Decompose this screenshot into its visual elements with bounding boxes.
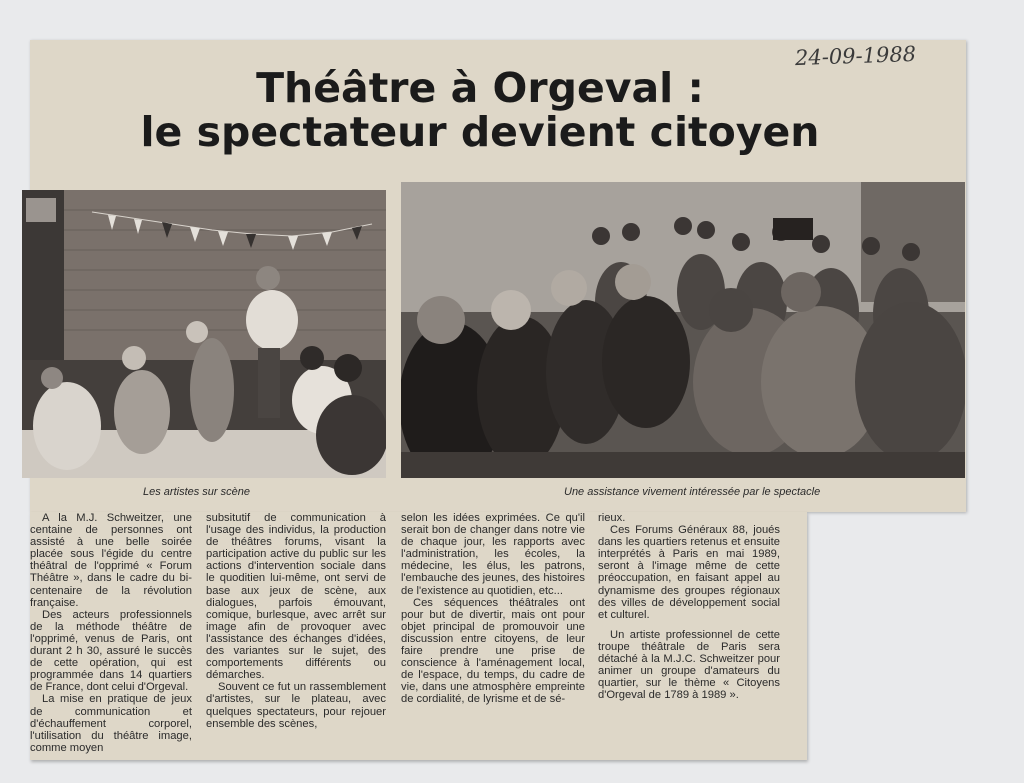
- paragraph: Des acteurs professionnels de la méthode théâtre de l'opprimé, venus de Paris, ont durant 2 h 30, assuré le succès de cette opération, qui est programmée dans 14 quartiers de France, dont celui d'Orgeval.: [30, 608, 192, 694]
- headline-line-1: Théâtre à Orgeval :: [256, 64, 704, 112]
- caption-left: Les artistes sur scène: [143, 486, 250, 498]
- stage-photo: [22, 190, 386, 478]
- article-column-1: [30, 512, 192, 754]
- paragraph: A la M.J. Schweitzer, une centaine de personnes ont assisté à une belle soirée placée sous l'égide du centre théâtral de l'opprimé « Forum Théâtre », dans le cadre du bi-centenaire de la révolution française.: [30, 512, 192, 609]
- headline-line-2: le spectateur devient citoyen: [140, 108, 820, 157]
- article-column-4: [598, 512, 780, 701]
- paragraph: Souvent ce fut un rassemblement d'artistes, sur le plateau, avec quelques spectateurs, pour rejouer ensemble des scènes,: [206, 681, 386, 730]
- headline: [60, 66, 900, 155]
- paragraph: Un artiste professionnel de cette troupe théâtrale de Paris sera détaché à la M.J.C. Schweitzer pour animer un groupe d'amateurs du quartier, sur le thème « Citoyens d'Orgeval de 1789 à 1989 ».: [598, 628, 780, 702]
- article-column-2: [206, 512, 386, 730]
- caption-right: Une assistance vivement intéressée par le spectacle: [564, 486, 821, 498]
- paragraph: Ces Forums Généraux 88, joués dans les quartiers retenus et ensuite interprétés à Paris en mai 1989, seront à l'image même de cette préoccupation, en faisant appel au dynamisme des groupes régionaux des villes de développement social et culturel.: [598, 524, 780, 621]
- paragraph: rieux.: [598, 512, 626, 524]
- paragraph: selon les idées exprimées. Ce qu'il serait bon de changer dans notre vie de chaque jour, les rapports avec l'administration, les écoles, la médecine, les élus, les patrons, l'embauche des jeunes, des histoires de l'existence au quotidien, etc...: [401, 512, 585, 597]
- audience-photo: [401, 182, 965, 478]
- paragraph: Ces séquences théâtrales ont pour but de divertir, mais ont pour objet principal de promouvoir une discussion entre citoyens, de leur faire prendre une prise de conscience à l'aménagement local, de l'espace, du temps, du cadre de vie, dans une atmosphère empreinte de cordialité, de lyrisme et de sé-: [401, 596, 585, 706]
- article-column-3: [401, 512, 585, 706]
- paragraph: La mise en pratique de jeux de communication et d'échauffement corporel, l'utilisation du théâtre image, comme moyen: [30, 693, 192, 754]
- paragraph: subsitutif de communication à l'usage des individus, la production de théâtres forums, visant la participation active du public sur les actions d'intervention sociale dans le quoditien lui-même, ont servi de base aux jeux de scène, aux dialogues, parfois émouvant, comique, burlesque, avec arrêt sur image afin de provoquer avec l'assistance des échanges d'idées, des variantes sur le sujet, des comportements différents ou démarches.: [206, 512, 386, 682]
- handwritten-date: 24-09-1988: [794, 41, 917, 71]
